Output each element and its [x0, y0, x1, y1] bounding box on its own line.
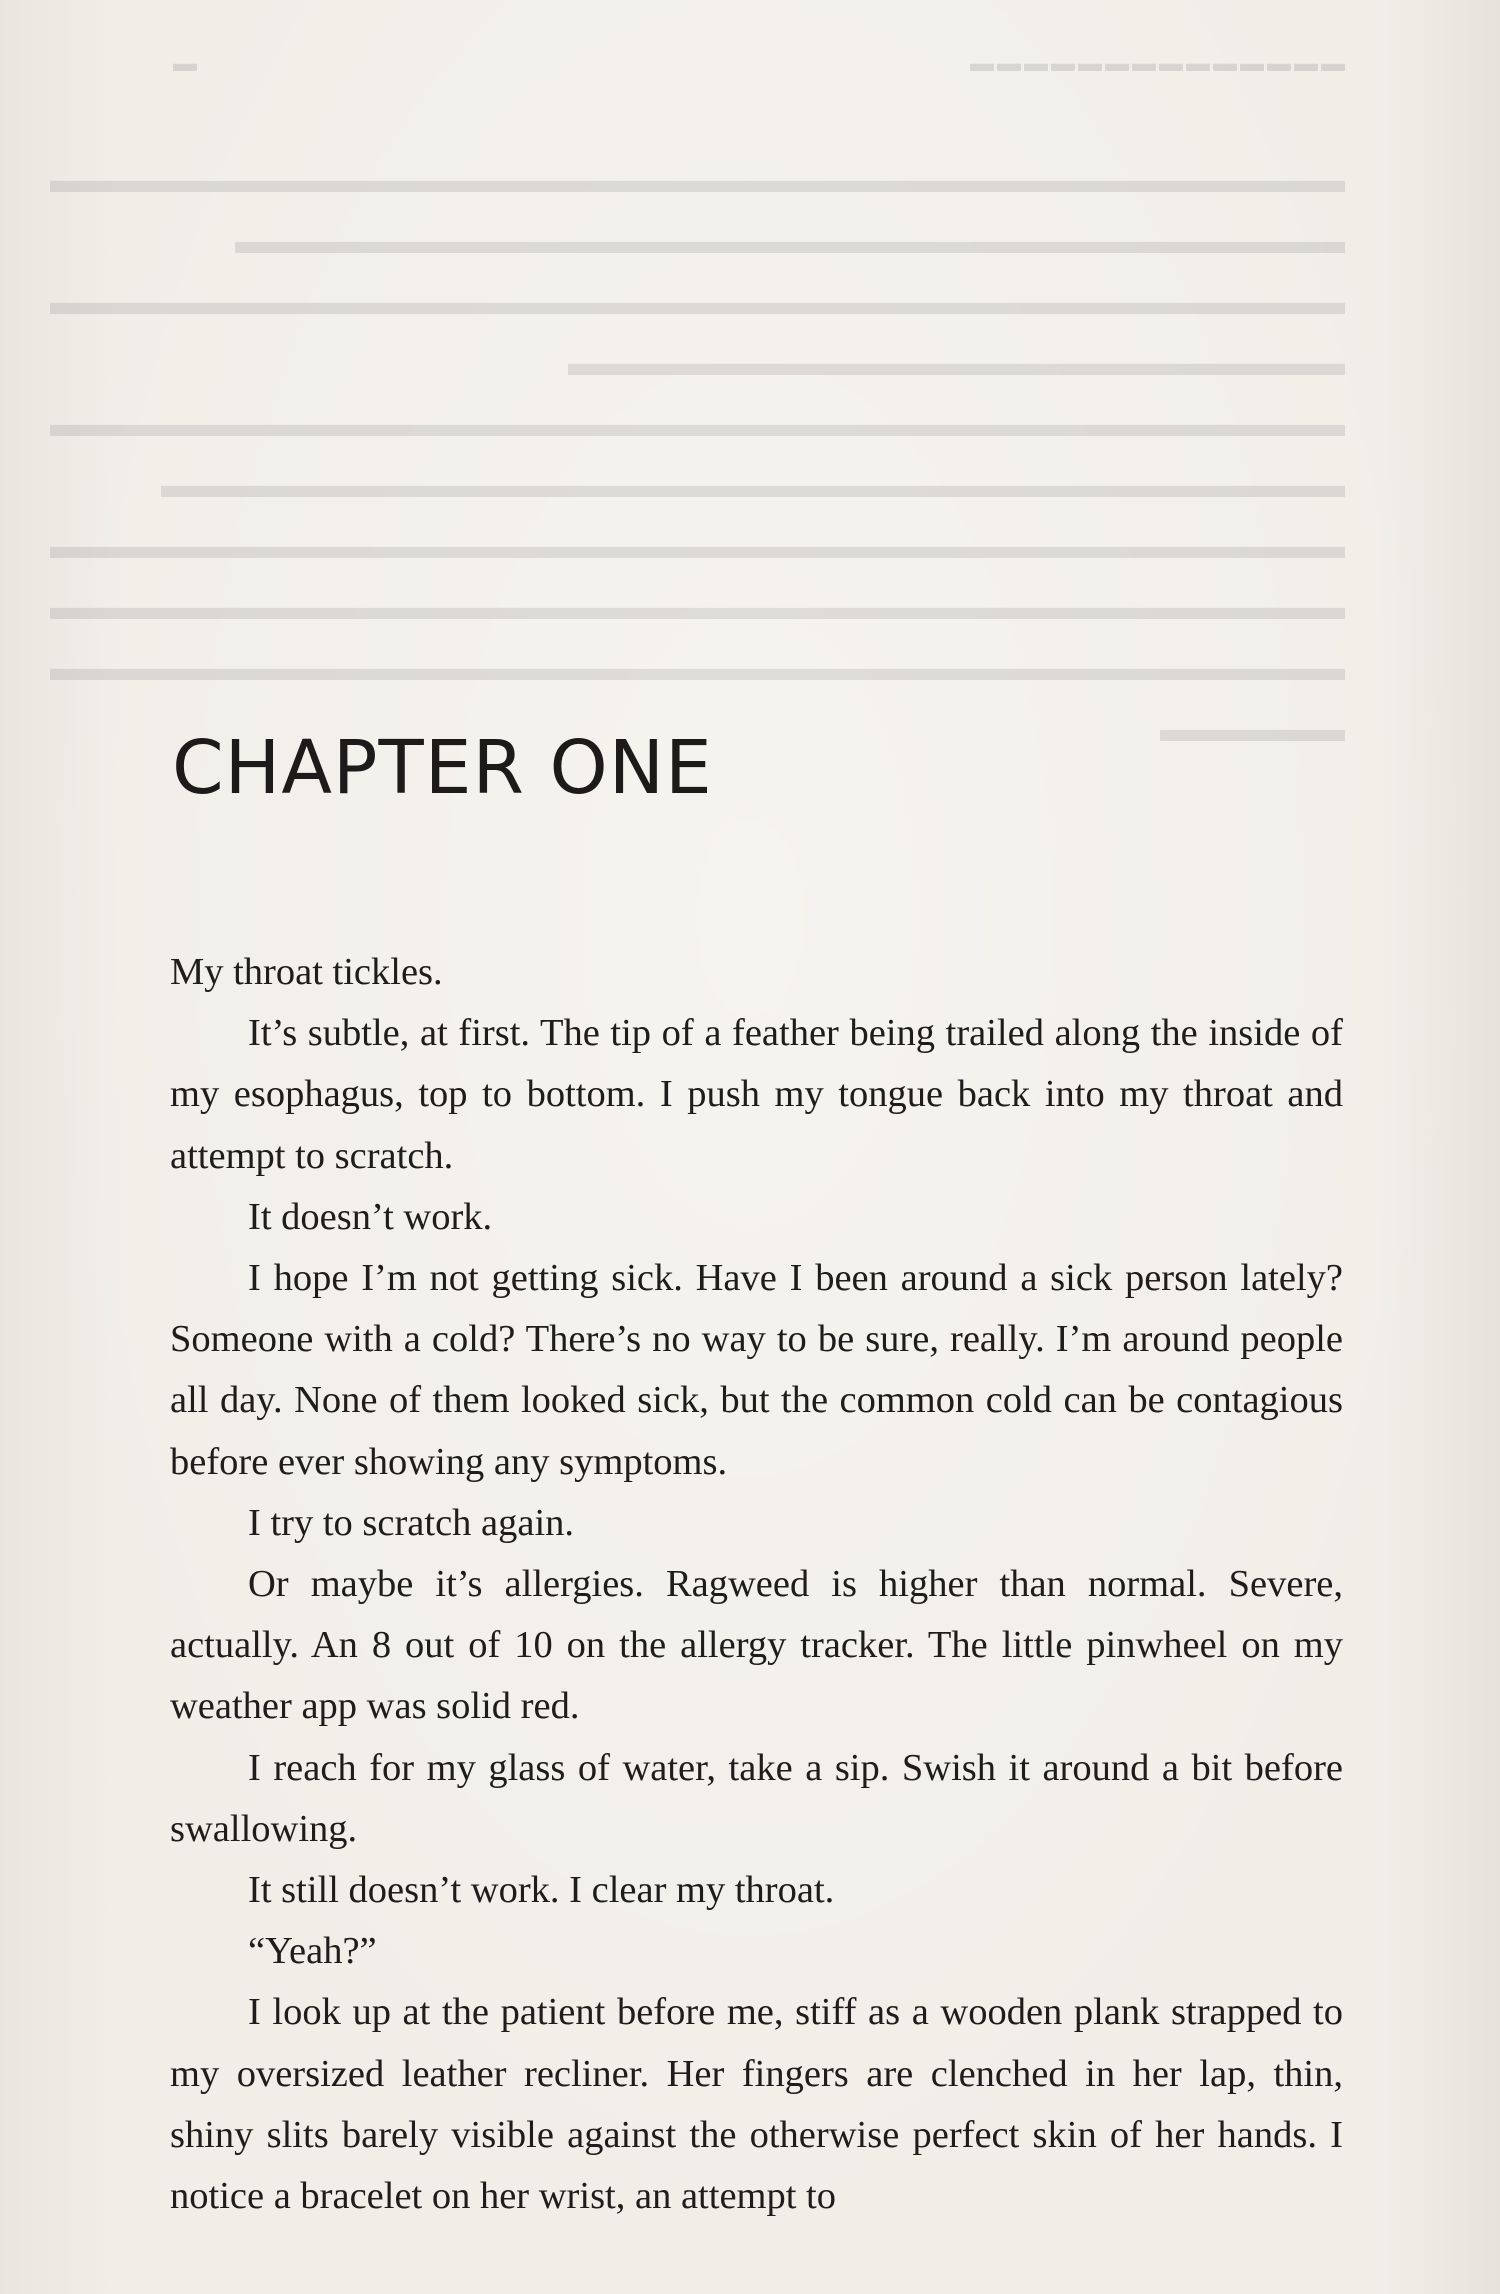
paragraph: It’s subtle, at first. The tip of a feather being trailed along the inside of my esophagus, top to bottom. I push my tongue back into my throat and attempt to scratch. — [170, 1012, 1343, 1177]
paragraph: “Yeah?” — [248, 1930, 377, 1973]
paragraph: It doesn’t work. — [248, 1195, 493, 1238]
paragraph: It still doesn’t work. I clear my throat. — [248, 1869, 835, 1912]
paragraph: I hope I’m not getting sick. Have I been around a sick person lately? Someone with a cold? There’s no way to be sure, really. I’m around people all day. None of them looked sick, but the common cold can be contagious before ever showing any symptoms. — [170, 1257, 1343, 1483]
paragraph: My throat tickles. — [170, 951, 443, 993]
paragraph: I try to scratch again. — [248, 1501, 575, 1544]
bleed-through-header: ▬▬▬▬▬▬▬▬▬▬▬▬▬▬ ▬ — [170, 50, 1345, 77]
chapter-title: CHAPTER ONE — [172, 725, 713, 811]
paragraph: Or maybe it’s allergies. Ragweed is higher than normal. Severe, actually. An 8 out of 10 on the allergy tracker. The little pinwheel on my weather app was solid red. — [170, 1563, 1343, 1728]
bleed-through-text: ▬▬▬▬▬▬▬▬▬▬▬▬▬▬▬▬▬▬▬▬▬▬▬▬▬▬▬▬▬▬▬▬▬▬▬ ▬▬▬▬▬▬▬▬▬▬▬▬▬▬▬▬▬▬▬▬▬▬▬▬▬▬▬▬▬▬ ▬▬▬▬▬▬▬▬▬▬▬▬▬▬▬▬▬▬▬▬▬▬▬▬▬▬▬▬▬▬▬▬▬▬▬ ▬▬▬▬▬▬▬▬▬▬▬▬▬▬▬▬▬▬▬▬▬ ▬▬▬▬▬▬▬▬▬▬▬▬▬▬▬▬▬▬▬▬▬▬▬▬▬▬▬▬▬▬▬▬▬▬▬ ▬▬▬▬▬▬▬▬▬▬▬▬▬▬▬▬▬▬▬▬▬▬▬▬▬▬▬▬▬▬▬▬ ▬▬▬▬▬▬▬▬▬▬▬▬▬▬▬▬▬▬▬▬▬▬▬▬▬▬▬▬▬▬▬▬▬▬▬ ▬▬▬▬▬▬▬▬▬▬▬▬▬▬▬▬▬▬▬▬▬▬▬▬▬▬▬▬▬▬▬▬▬▬▬ ▬▬▬▬▬▬▬▬▬▬▬▬▬▬▬▬▬▬▬▬▬▬▬▬▬▬▬▬▬▬▬▬▬▬▬ ▬▬▬▬▬ — [50, 160, 1345, 750]
paragraph: I reach for my glass of water, take a sip. Swish it around a bit before swallowing. — [170, 1746, 1343, 1850]
paragraph: I look up at the patient before me, stiff as a wooden plank strapped to my oversized leather recliner. Her fingers are clenched in her lap, thin, shiny slits barely visible against the otherwise perfect skin of her hands. I notice a bracelet on her wrist, an attempt to — [170, 1991, 1343, 2218]
chapter-body — [170, 942, 1343, 2227]
